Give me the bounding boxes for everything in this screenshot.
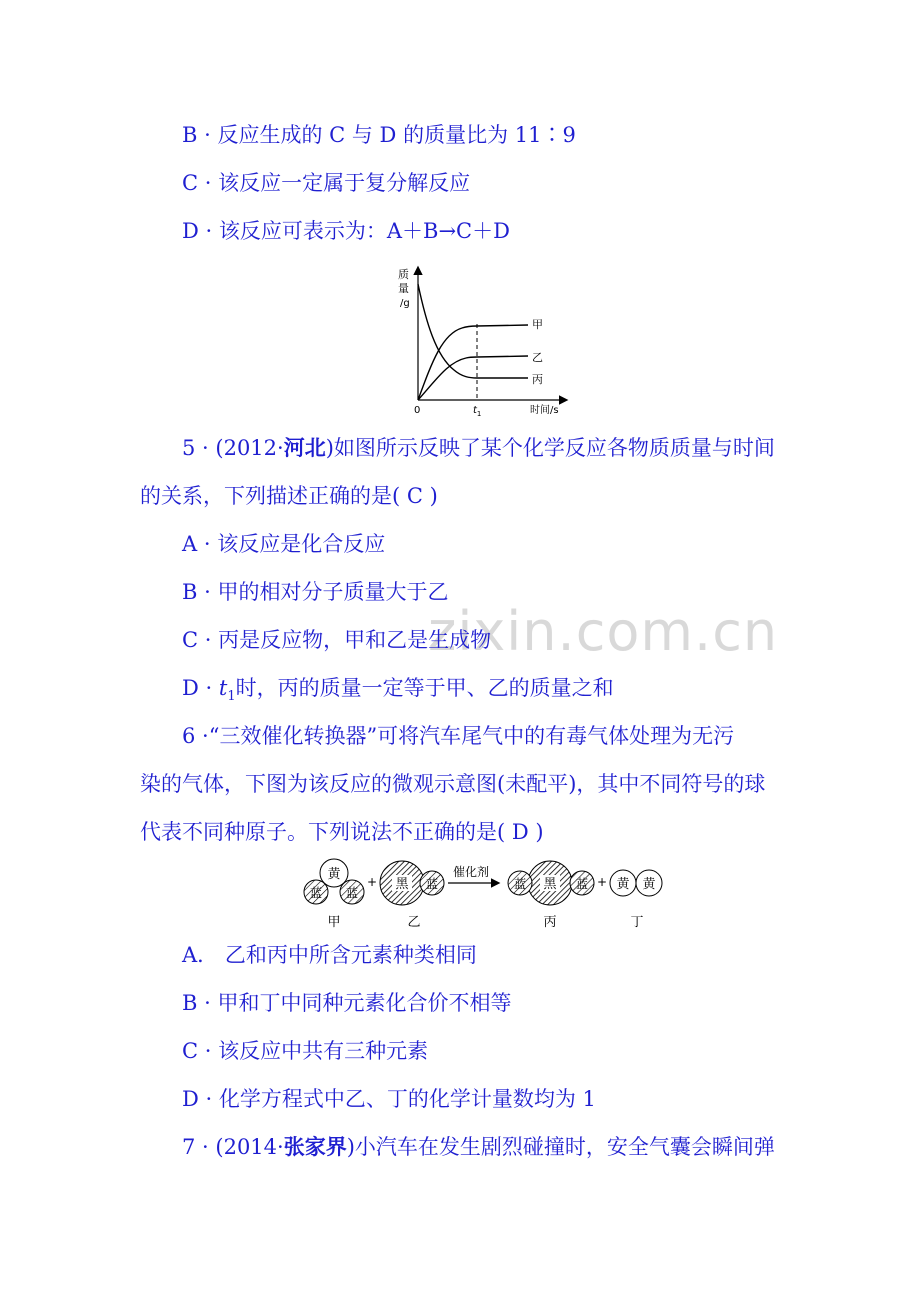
q7-stem-line1: 7 · (2014·张家界)小汽车在发生剧烈碰撞时，安全气囊会瞬间弹 (182, 1134, 775, 1159)
q6-stem-line3: 代表不同种原子。下列说法不正确的是( D ) (140, 820, 544, 844)
q6-option-d: D · 化学方程式中乙、丁的化学计量数均为 1 (182, 1087, 596, 1111)
y-label-3: /g (400, 298, 410, 309)
label-yi: 乙 (407, 915, 421, 930)
q5-source: 河北 (283, 435, 326, 460)
q6-option-c: C · 该反应中共有三种元素 (182, 1039, 429, 1063)
q5-stem-line1: 5 · (2012·河北)如图所示反映了某个化学反应各物质质量与时间 (182, 435, 775, 460)
atom-label: 黄 (616, 877, 630, 892)
plus-sign: + (366, 875, 378, 889)
curve-bing-label: 丙 (532, 373, 543, 386)
label-bing: 丙 (543, 915, 557, 930)
atom-label: 黄 (327, 867, 341, 882)
atom-label: 蓝 (425, 877, 439, 891)
curve-yi-label: 乙 (532, 351, 543, 364)
atom-label: 蓝 (345, 886, 359, 900)
molecule-bing (508, 861, 594, 905)
label-jia: 甲 (327, 915, 341, 930)
label-ding: 丁 (630, 915, 644, 930)
curve-jia-label: 甲 (532, 318, 543, 331)
q6-option-b: B · 甲和丁中同种元素化合价不相等 (182, 991, 512, 1015)
reaction-diagram (296, 856, 668, 938)
t1-label: $t_1$ (473, 405, 482, 418)
q5-option-d: $D \cdot t_1$时，丙的质量一定等于甲、乙的质量之和 (182, 676, 614, 705)
q6-stem-line1: 6 ·“三效催化转换器”可将汽车尾气中的有毒气体处理为无污 (182, 724, 735, 748)
atom-label: 黑 (395, 877, 409, 892)
molecule-yi (380, 861, 444, 905)
plus-sign: + (596, 875, 608, 889)
atom-label: 蓝 (513, 877, 527, 891)
q6-stem-line2: 染的气体，下图为该反应的微观示意图(未配平)，其中不同符号的球 (140, 772, 766, 796)
molecule-jia (304, 859, 364, 904)
q4-option-d: D · 该反应可表示为：A＋B→C＋D (182, 219, 510, 243)
q5-option-c: C · 丙是反应物，甲和乙是生成物 (182, 628, 492, 652)
q5-option-b: B · 甲的相对分子质量大于乙 (182, 580, 449, 604)
q5-stem-line2: 的关系，下列描述正确的是( C ) (140, 484, 438, 508)
molecule-ding (610, 870, 662, 896)
x-label: 时间/s (530, 405, 559, 416)
atom-label: 黑 (543, 877, 557, 892)
atom-label: 蓝 (309, 886, 323, 900)
curve-jia (418, 325, 528, 400)
y-label-2: 量 (398, 282, 409, 295)
watermark: zixin.com.cn (428, 600, 779, 663)
q6-option-a: A． 乙和丙中所含元素种类相同 (182, 943, 477, 967)
q4-option-c: C · 该反应一定属于复分解反应 (182, 171, 471, 195)
curve-bing (418, 284, 528, 378)
q5-option-a: A · 该反应是化合反应 (182, 532, 386, 556)
catalyst-label: 催化剂 (452, 865, 490, 879)
origin-label: 0 (414, 405, 421, 416)
y-label-1: 质 (398, 268, 409, 281)
atom-label: 蓝 (575, 877, 589, 891)
atom-label: 黄 (642, 877, 656, 892)
mass-time-graph (370, 262, 580, 420)
q7-source: 张家界 (283, 1134, 347, 1159)
q4-option-b: B · 反应生成的 C 与 D 的质量比为 11∶9 (182, 123, 576, 147)
